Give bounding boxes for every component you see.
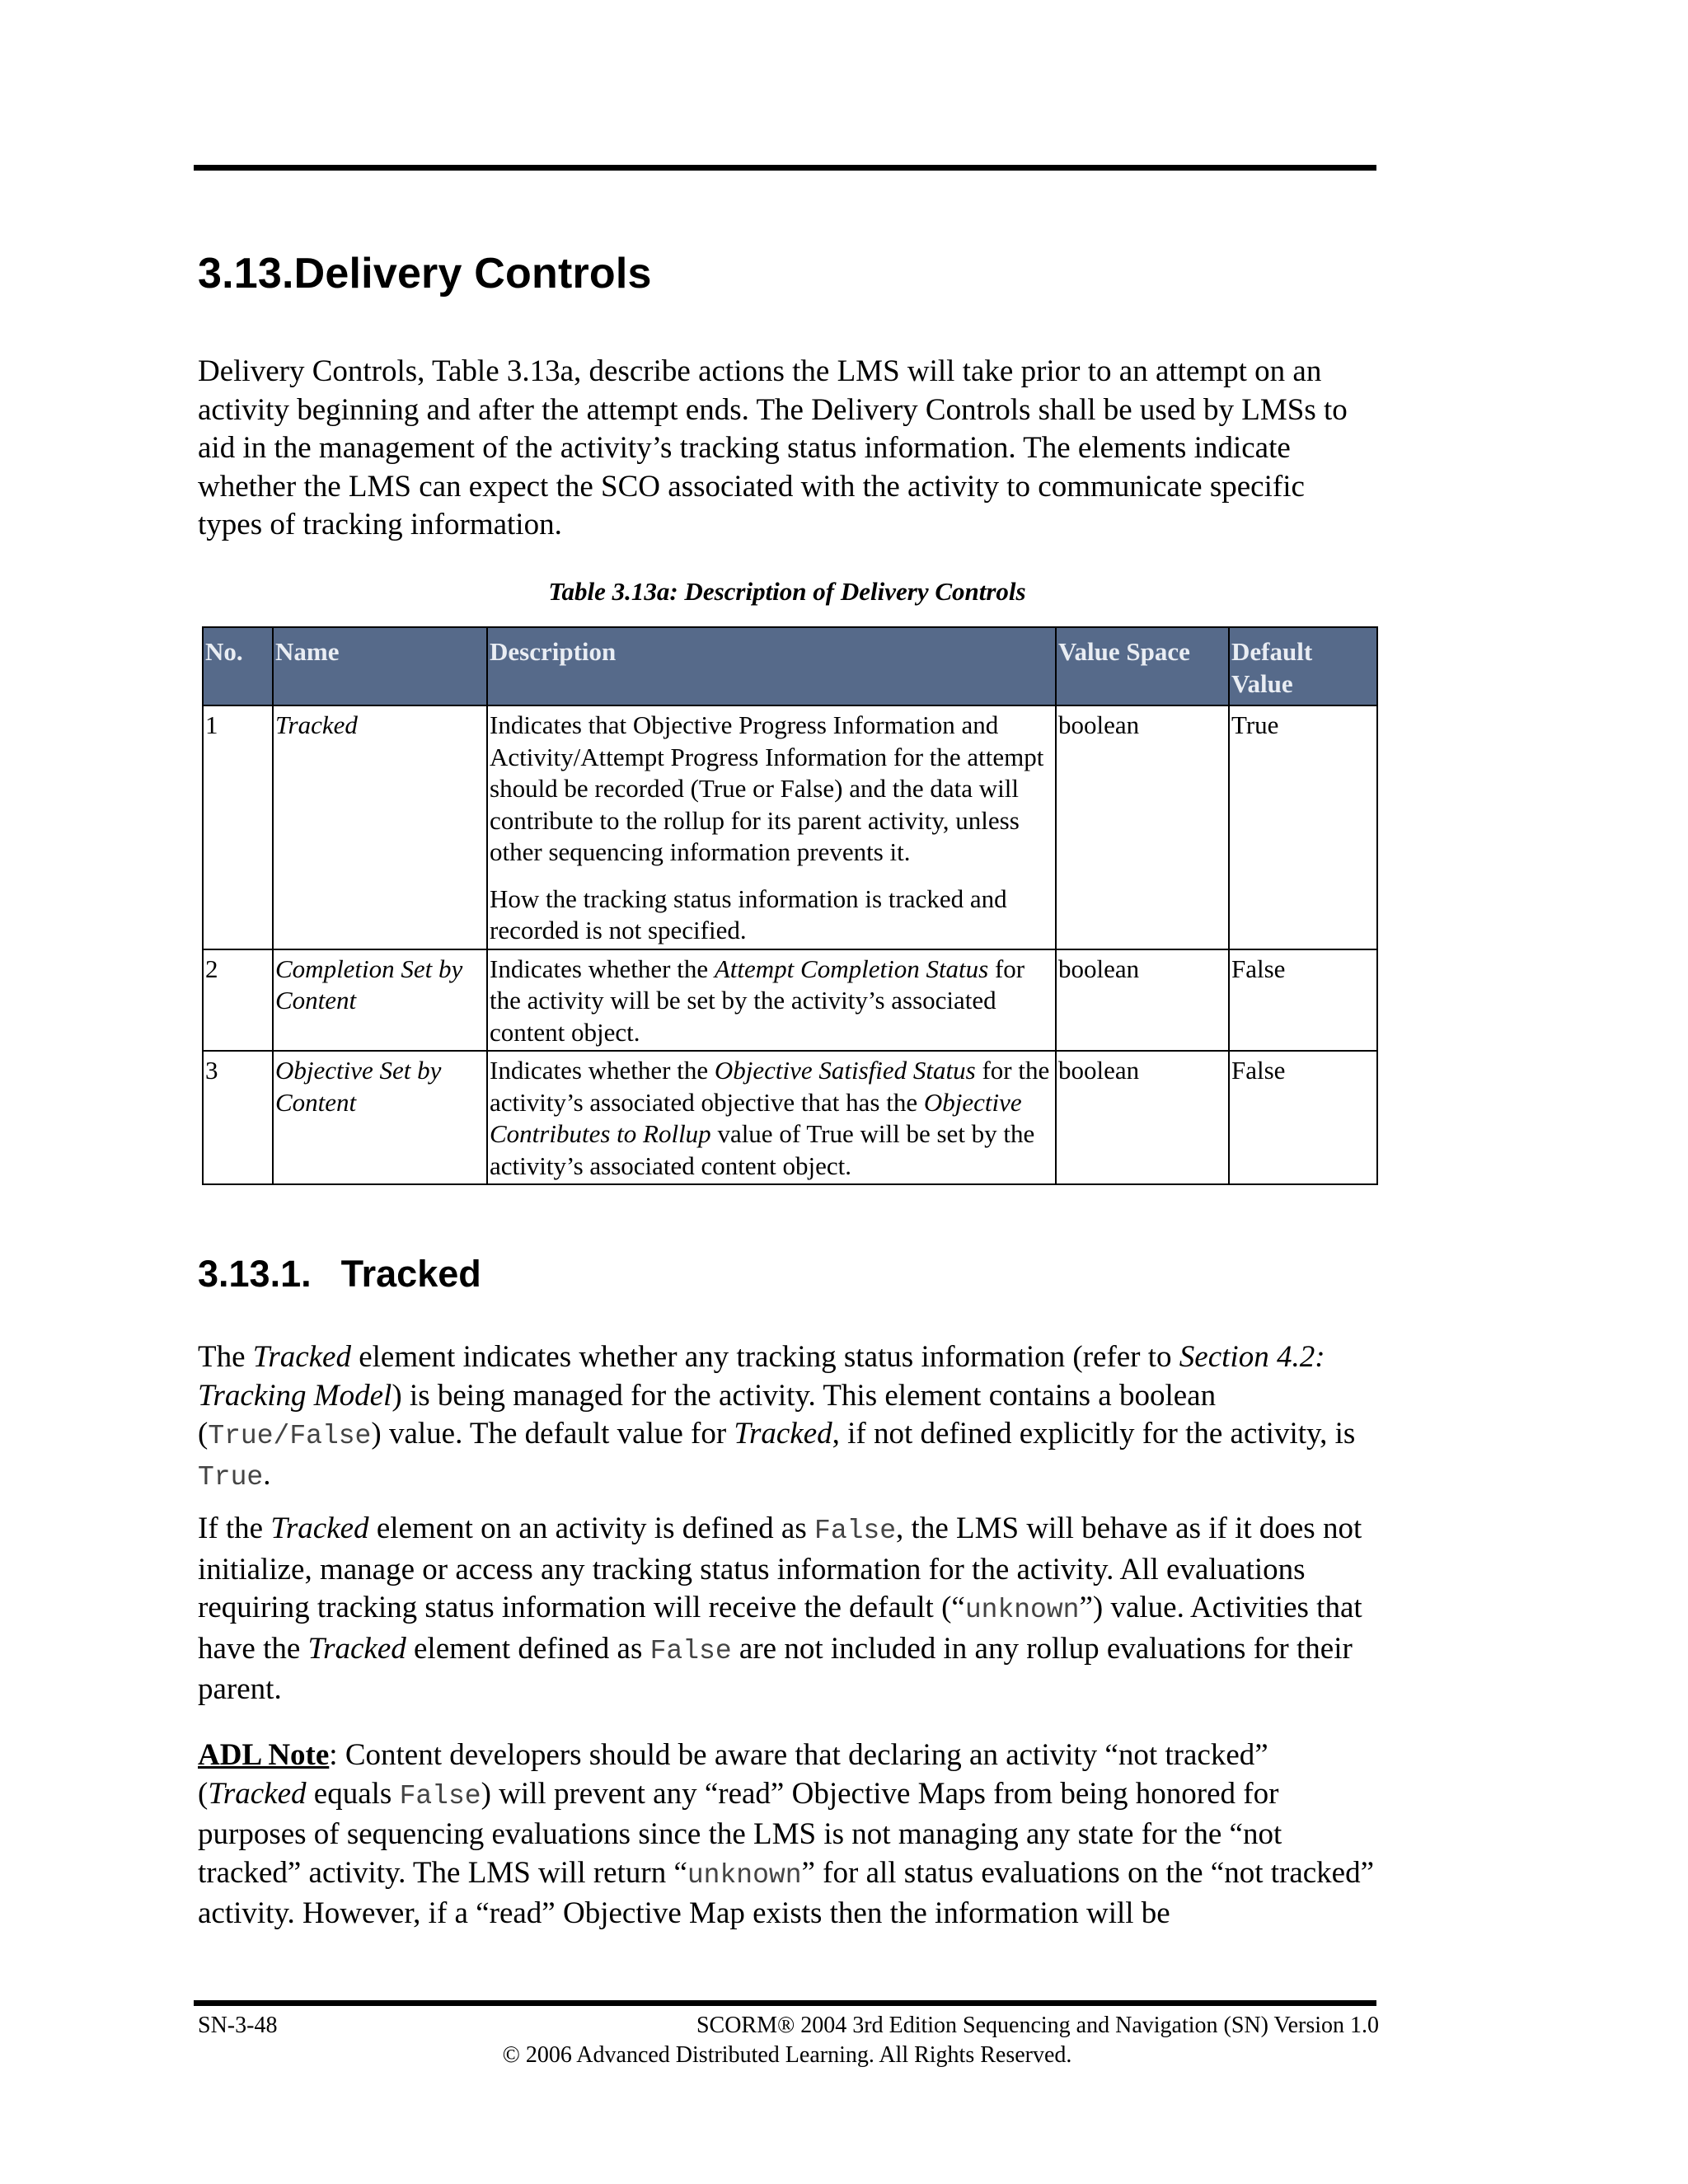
cell-name: Completion Set by Content: [273, 949, 487, 1052]
text-run: ”) value. Activities that have the: [198, 1591, 1362, 1666]
text-run: are not included in any rollup evaluations for their parent.: [198, 1631, 1353, 1706]
cell-description: [487, 705, 1056, 949]
text-run-italic: Objective Contributes to Rollup: [490, 1087, 1022, 1148]
cell-value-space: boolean: [1056, 949, 1229, 1052]
text-run: : Content developers should be aware that declaring an activity “not tracked” (: [198, 1738, 1268, 1811]
text-run-italic: Tracked: [307, 1631, 406, 1666]
header-value-space: Value Space: [1056, 627, 1229, 705]
header-name: Name: [273, 627, 487, 705]
footer-rule: [194, 2000, 1376, 2006]
text-run-italic: Tracked: [252, 1340, 351, 1374]
cell-name: Tracked: [273, 705, 487, 949]
text-run-italic: Objective Satisfied Status: [714, 1056, 976, 1085]
text-run-italic: Tracked: [270, 1511, 369, 1545]
text-run: value of True will be set by the activity’s associated content object.: [490, 1119, 1035, 1180]
header-default-value: Default Value: [1229, 627, 1377, 705]
code-run: True/False: [208, 1421, 372, 1451]
section-heading: 3.13.Delivery Controls: [198, 250, 652, 298]
code-run: False: [814, 1516, 897, 1546]
text-run: ) will prevent any “read” Objective Maps from being honored for purposes of sequencing evaluations since the LMS is not managing any state for the “not tracked” activity. The LMS will return “: [198, 1776, 1282, 1890]
subsection-heading: [198, 1253, 481, 1296]
subsection-number: 3.13.1.: [198, 1253, 312, 1295]
text-run: element defined as: [406, 1631, 650, 1666]
text-run: Indicates whether the: [490, 1056, 715, 1085]
text-run: element indicates whether any tracking status information (refer to: [350, 1340, 1179, 1374]
tracked-paragraph-1: [198, 1338, 1376, 1497]
tracked-paragraph-2: [198, 1510, 1376, 1709]
cell-description: [487, 949, 1056, 1052]
cell-value-space: boolean: [1056, 1051, 1229, 1184]
code-run: unknown: [964, 1595, 1080, 1625]
text-run: for the activity’s associated objective that has the: [490, 1056, 1050, 1117]
cell-no: 2: [203, 949, 273, 1052]
table-row: [203, 705, 1377, 949]
cell-name: Objective Set by Content: [273, 1051, 487, 1184]
header-no: No.: [203, 627, 273, 705]
table-caption: Table 3.13a: Description of Delivery Controls: [548, 577, 1026, 606]
code-run: True: [198, 1461, 264, 1493]
table-row: [203, 949, 1377, 1052]
code-run: unknown: [687, 1859, 802, 1891]
adl-note-label: ADL Note: [198, 1738, 330, 1772]
adl-note-paragraph: [198, 1736, 1376, 1933]
table-header-row: [203, 627, 1377, 705]
text-run: The: [198, 1340, 253, 1374]
cell-no: 1: [203, 705, 273, 949]
text-run: for the activity will be set by the activity’s associated content object.: [490, 954, 1025, 1047]
text-run: Indicates whether the: [490, 954, 715, 983]
description-paragraph: How the tracking status information is tracked and recorded is not specified.: [490, 883, 1007, 944]
text-run: ” for all status evaluations on the “not tracked” activity. However, if a “read” Objective Map exists then the information will be: [198, 1855, 1375, 1930]
delivery-controls-table: [202, 626, 1378, 1185]
cell-default-value: False: [1229, 949, 1377, 1052]
text-run-italic: Tracked: [208, 1776, 307, 1811]
subsection-title: Tracked: [340, 1253, 481, 1295]
text-run-italic: Tracked: [734, 1417, 832, 1451]
text-run: .: [263, 1457, 271, 1492]
text-run: equals: [306, 1776, 400, 1811]
section-reference: Section 4.2: Tracking Model: [198, 1340, 1325, 1413]
intro-paragraph: Delivery Controls, Table 3.13a, describe actions the LMS will take prior to an attempt on an activity beginning and after the attempt ends. The Delivery Controls shall be used by LMSs to aid in the management of the activity’s tracking status information. The elements indicate whether the LMS can expect the SCO associated with the activity to communicate specific types of tracking information.: [198, 354, 1348, 541]
text-run: ) value. The default value for: [371, 1417, 734, 1451]
text-run-italic: Attempt Completion Status: [714, 954, 989, 983]
cell-no: 3: [203, 1051, 273, 1184]
code-run: False: [399, 1780, 481, 1811]
text-run: , the LMS will behave as if it does not initialize, manage or access any tracking status information for the activity. All evaluations requiring tracking status information will receive the default (“: [198, 1511, 1362, 1624]
text-run: If the: [198, 1511, 271, 1545]
cell-default-value: False: [1229, 1051, 1377, 1184]
description-paragraph: Indicates that Objective Progress Information and Activity/Attempt Progress Information for the attempt should be recorded (True or False) and the data will contribute to the rollup for its parent activity, unless other sequencing information prevents it.: [490, 710, 1044, 866]
page-number: SN-3-48: [198, 2013, 278, 2038]
cell-value-space: boolean: [1056, 705, 1229, 949]
text-run: element on an activity is defined as: [368, 1511, 815, 1545]
copyright-notice: © 2006 Advanced Distributed Learning. All Rights Reserved.: [502, 2042, 1072, 2068]
text-run: ) is being managed for the activity. This element contains a boolean (: [198, 1378, 1217, 1451]
cell-description: [487, 1051, 1056, 1184]
table-row: [203, 1051, 1377, 1184]
header-rule: [194, 165, 1376, 171]
code-run: False: [649, 1635, 732, 1666]
cell-default-value: True: [1229, 705, 1377, 949]
text-run: , if not defined explicitly for the activity, is: [832, 1417, 1356, 1451]
header-description: Description: [487, 627, 1056, 705]
document-title: SCORM® 2004 3rd Edition Sequencing and Navigation (SN) Version 1.0: [696, 2013, 1379, 2038]
